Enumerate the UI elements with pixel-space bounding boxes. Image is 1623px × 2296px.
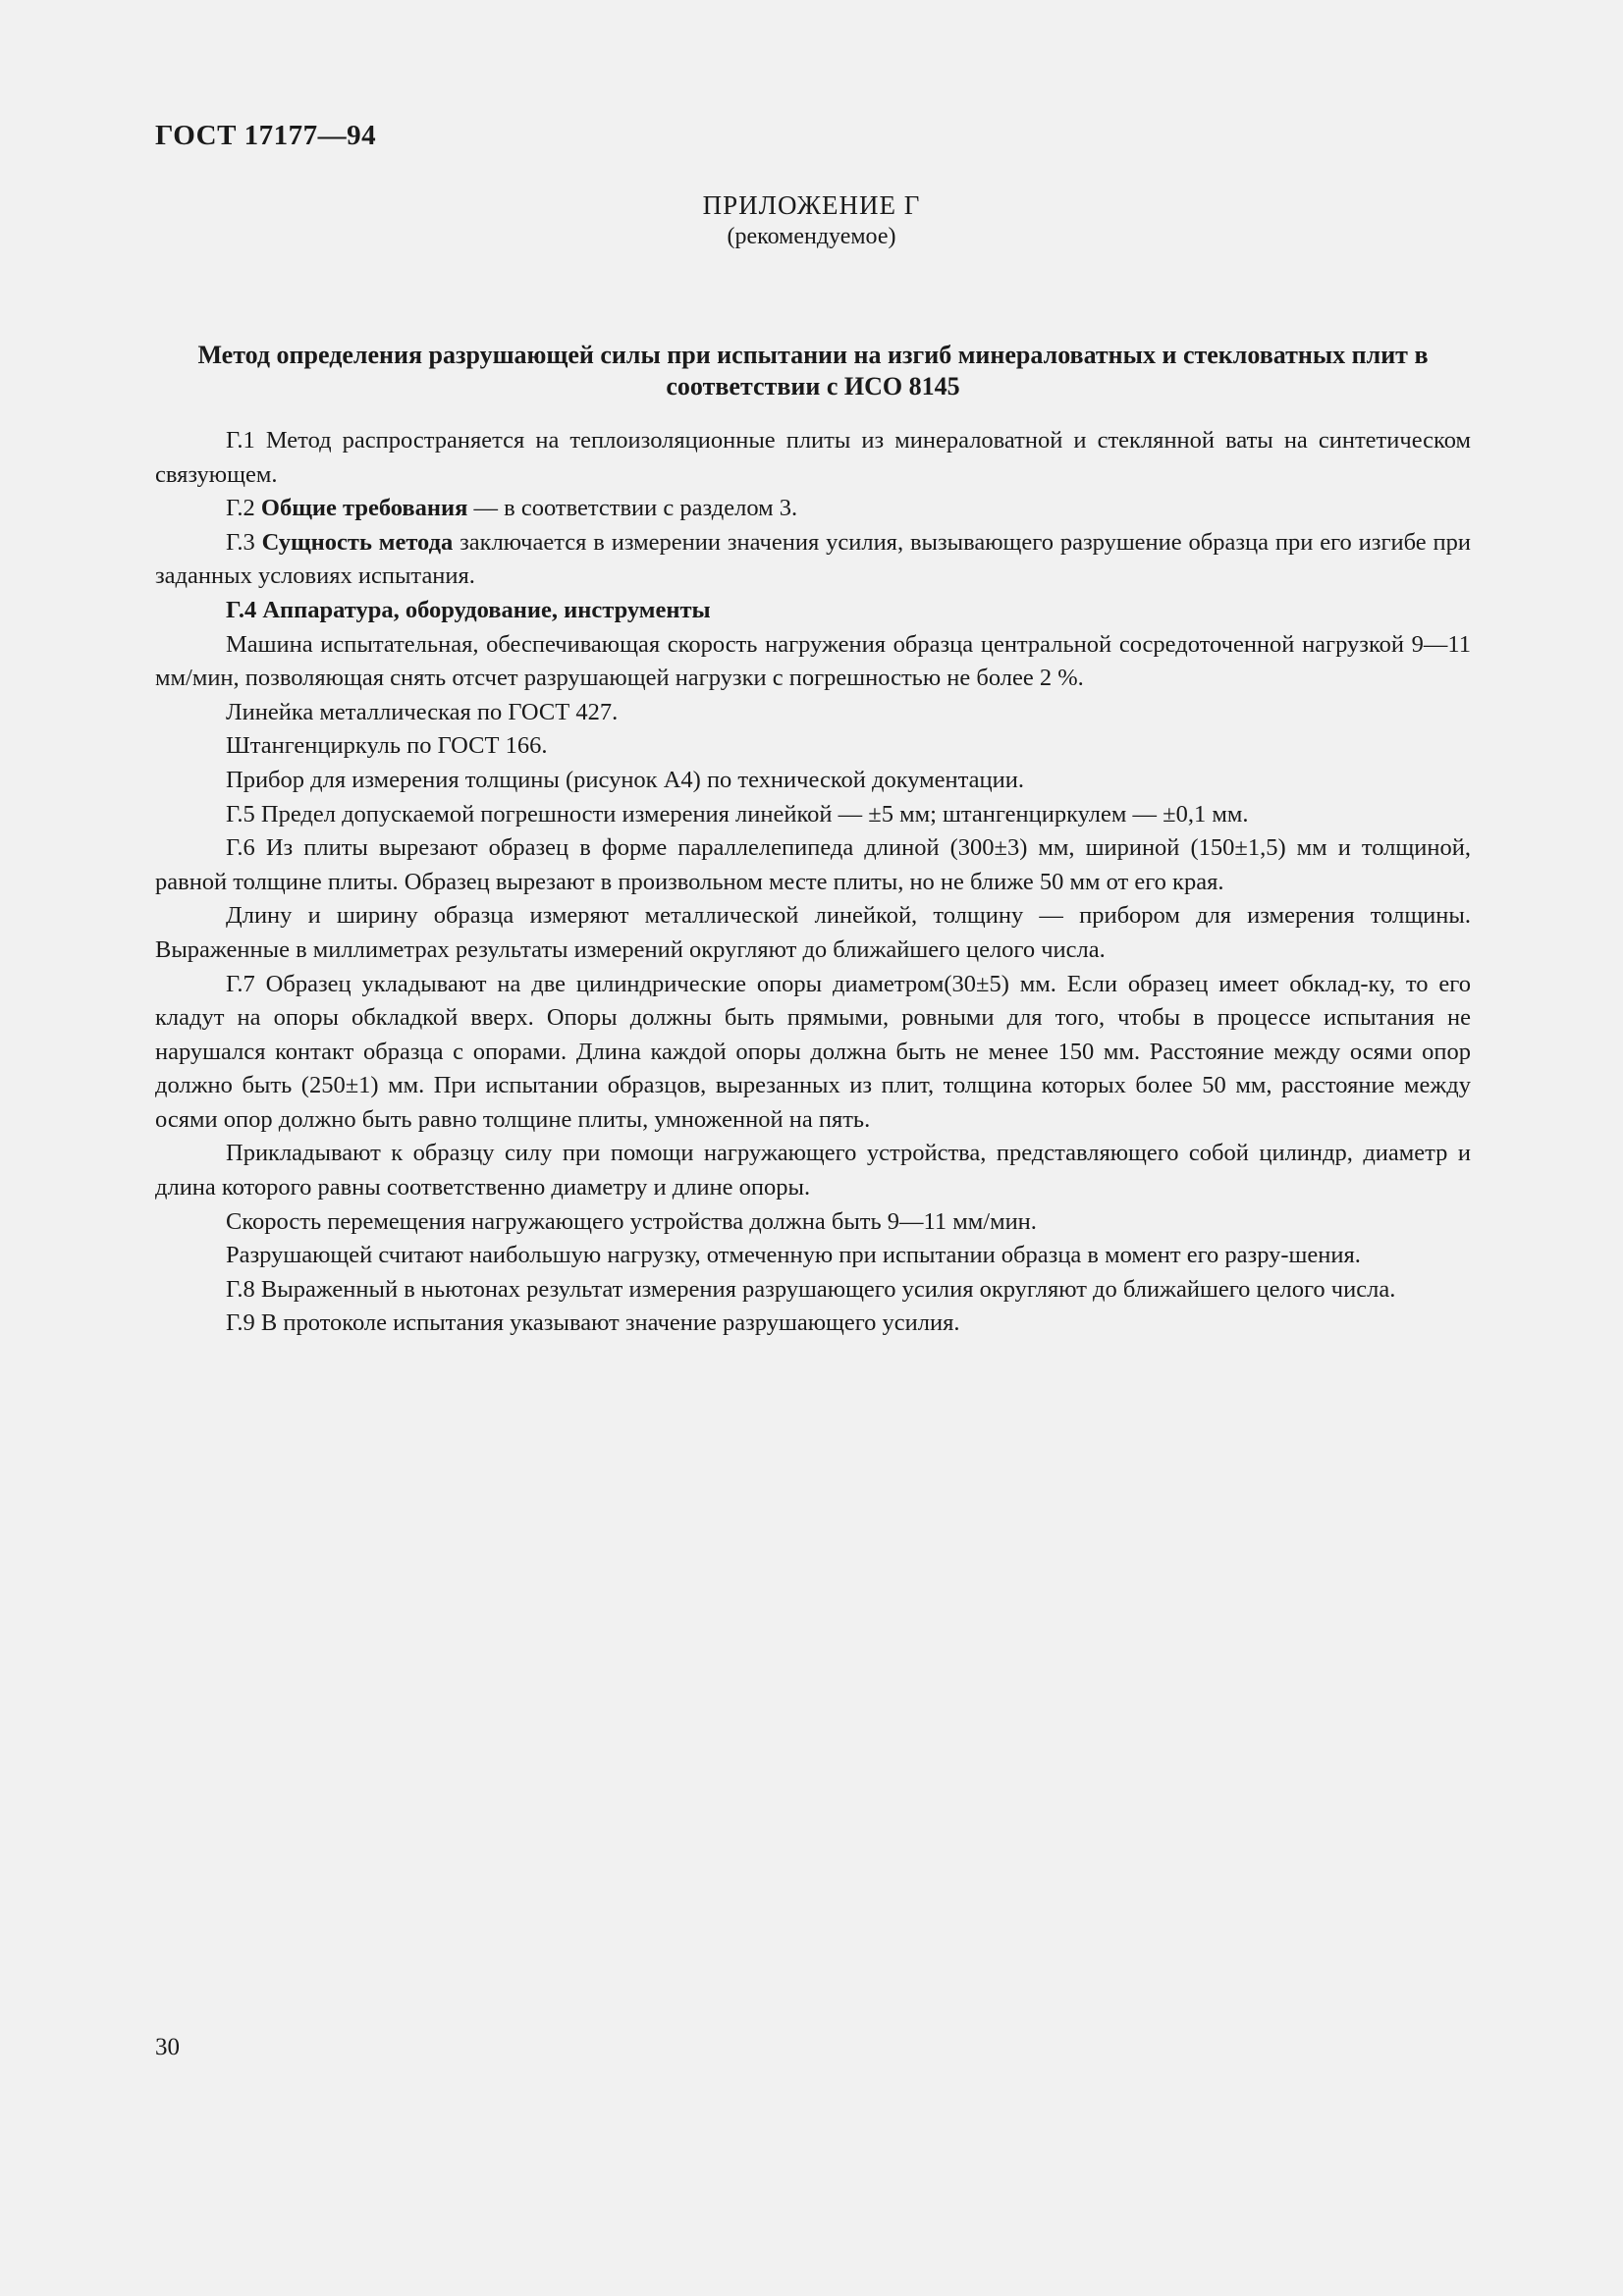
paragraph-speed: Скорость перемещения нагружающего устройства должна быть 9—11 мм/мин.	[226, 1207, 1037, 1235]
paragraph-g5: Г.5 Предел допускаемой погрешности измерения линейкой — ±5 мм; штангенциркулем — ±0,1 мм.	[226, 800, 1249, 828]
section-title: Метод определения разрушающей силы при испытании на изгиб минераловатных и стекловатных плит в соответствии с ИСО 8145	[197, 341, 1429, 400]
paragraph-g2-number: Г.2	[226, 495, 261, 522]
paragraph-g8: Г.8 Выраженный в ньютонах результат измерения разрушающего усилия округляют до ближайшего целого числа.	[226, 1275, 1396, 1303]
paragraph-g2-term: Общие требования	[260, 495, 468, 522]
standard-code: ГОСТ 17177—94	[155, 120, 377, 151]
paragraph-measurement: Длину и ширину образца измеряют металлической линейкой, толщину — прибором для измерения толщины. Выраженные в миллиметрах результаты измерений округляют до ближайшего целого числа.	[155, 902, 1471, 963]
paragraph-g6: Г.6 Из плиты вырезают образец в форме параллелепипеда длиной (300±3) мм, шириной (150±1,5) мм и толщиной, равной толщине плиты. Образец вырезают в произвольном месте плиты, но не ближе 50 мм от его края.	[155, 834, 1471, 895]
page-number: 30	[155, 2034, 180, 2060]
paragraph-caliper: Штангенциркуль по ГОСТ 166.	[226, 732, 548, 760]
paragraph-testing-machine: Машина испытательная, обеспечивающая скорость нагружения образца центральной сосредоточенной нагрузкой 9—11 мм/мин, позволяющая снять отсчет разрушающей нагрузки с погрешностью не более 2 %.	[155, 630, 1471, 692]
paragraph-g3-text: заключается в измерении значения усилия, вызывающего разрушение образца при его изгибе при заданных условиях испытания.	[155, 528, 1471, 590]
paragraph-ruler: Линейка металлическая по ГОСТ 427.	[226, 698, 619, 725]
paragraph-g3-term: Сущность метода	[261, 528, 454, 556]
paragraph-breaking-load: Разрушающей считают наибольшую нагрузку, отмеченную при испытании образца в момент его разру-шения.	[226, 1242, 1361, 1269]
appendix-subtitle: (рекомендуемое)	[727, 224, 896, 249]
paragraph-g4-heading	[155, 594, 1471, 628]
appendix-title: ПРИЛОЖЕНИЕ Г	[702, 190, 921, 220]
document-body	[155, 424, 1471, 1341]
paragraph-thickness-gauge: Прибор для измерения толщины (рисунок А4) по технической документации.	[226, 766, 1025, 793]
paragraph-loading: Прикладывают к образцу силу при помощи нагружающего устройства, представляющего собой цилиндр, диаметр и длина которого равны соответственно диаметру и длине опоры.	[155, 1140, 1471, 1201]
paragraph-g2-text: — в соответствии с разделом 3.	[467, 495, 798, 522]
paragraph-g2	[155, 492, 1471, 526]
paragraph-g1: Г.1 Метод распространяется на теплоизоляционные плиты из минераловатной и стеклянной ваты на синтетическом связующем.	[155, 427, 1471, 488]
appendix-heading	[0, 189, 1623, 252]
paragraph-g7: Г.7 Образец укладывают на две цилиндрические опоры диаметром(30±5) мм. Если образец имеет обклад-ку, то его кладут на опоры обкладкой вверх. Опоры должны быть прямыми, ровными для того, чтобы в процессе испытания не нарушался контакт образца с опорами. Длина каждой опоры должна быть не менее 150 мм. Расстояние между осями опор должно быть (250±1) мм. При испытании образцов, вырезанных из плит, толщина которых более 50 мм, расстояние между осями опор должно быть равно толщине плиты, умноженной на пять.	[155, 970, 1471, 1133]
paragraph-g9: Г.9 В протоколе испытания указывают значение разрушающего усилия.	[226, 1309, 960, 1337]
paragraph-g3	[155, 526, 1471, 594]
paragraph-g3-number: Г.3	[226, 528, 262, 556]
paragraph-g4-heading-text: Г.4 Аппаратура, оборудование, инструменты	[226, 596, 711, 623]
